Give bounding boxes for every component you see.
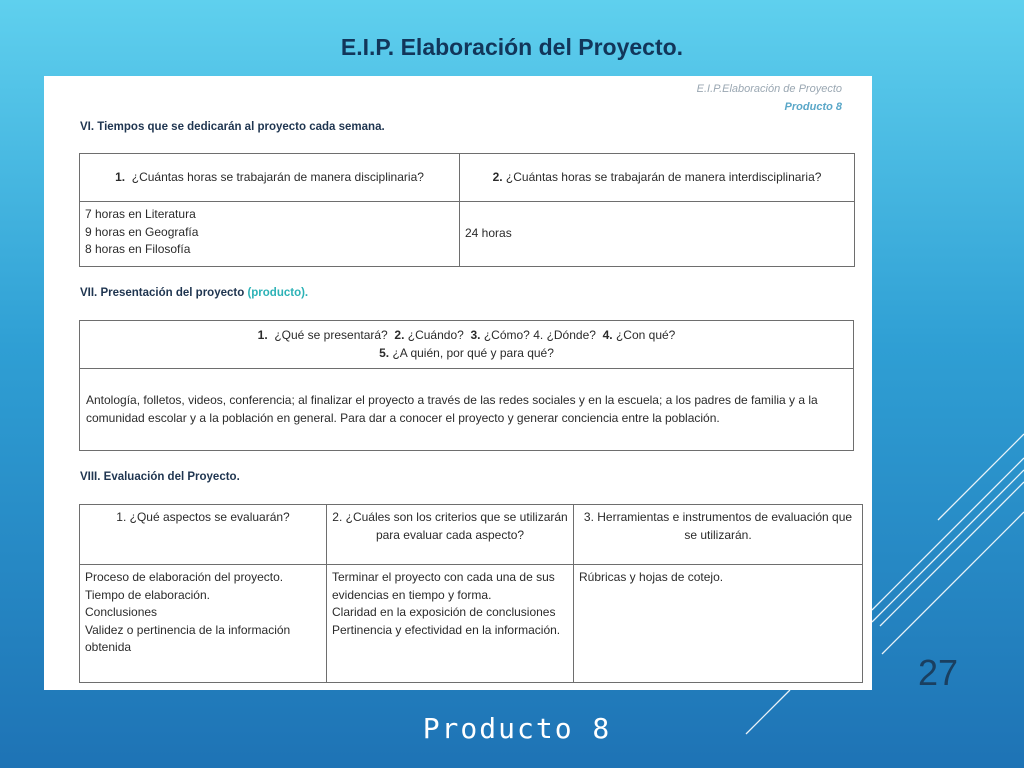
slide-title: E.I.P. Elaboración del Proyecto.: [340, 34, 684, 60]
section-6-table: [79, 153, 855, 267]
section-7-title: [80, 287, 308, 299]
question-number: 2.: [394, 328, 405, 342]
section-7-questions: [80, 321, 854, 369]
section-7-title-main: VII. Presentación del proyecto: [80, 287, 245, 299]
question-number: 2.: [492, 169, 503, 184]
question-text: ¿Qué se presentará?: [274, 328, 388, 342]
document-image: [44, 76, 872, 690]
footer-label: Producto 8: [422, 712, 612, 745]
section-8-header-2: 2. ¿Cuáles son los criterios que se utilizarán para evaluar cada aspecto?: [327, 505, 574, 565]
section-6-title: VI. Tiempos que se dedicarán al proyecto cada semana.: [80, 121, 385, 133]
question-text: ¿Cuándo?: [407, 328, 464, 342]
question-number: 4.: [533, 328, 544, 342]
section-6-answer-2: 24 horas: [460, 202, 855, 267]
question-number: 1.: [257, 328, 268, 342]
section-7-answer: Antología, folletos, videos, conferencia; al finalizar el proyecto a través de las redes sociales y en la escuela; a los padres de familia y a la comunidad escolar y a la población en general. Para dar a conocer el proyecto y generar conciencia entre la población.: [80, 369, 854, 451]
section-8-table: [79, 504, 863, 683]
document-header: [697, 80, 842, 116]
section-6-answer-1: 7 horas en Literatura 9 horas en Geografía 8 horas en Filosofía: [80, 202, 460, 267]
document-header-product: Producto 8: [784, 101, 842, 113]
section-6-question-2: [460, 154, 855, 202]
question-text: ¿Cómo?: [483, 328, 530, 342]
section-8-cell-3: Rúbricas y hojas de cotejo.: [574, 565, 863, 683]
question-text: ¿Dónde?: [546, 328, 596, 342]
section-8-header-1: 1. ¿Qué aspectos se evaluarán?: [80, 505, 327, 565]
document-header-title: E.I.P.Elaboración de Proyecto: [696, 83, 842, 95]
section-8-title: VIII. Evaluación del Proyecto.: [80, 471, 240, 483]
section-7-title-highlight: (producto).: [247, 287, 309, 299]
section-7-table: [79, 320, 854, 451]
question-text: ¿A quién, por qué y para qué?: [392, 345, 554, 360]
section-8-cell-2: Terminar el proyecto con cada una de sus evidencias en tiempo y forma. Claridad en la exposición de conclusiones Pertinencia y efectividad en la información.: [327, 565, 574, 683]
section-8-header-3: 3. Herramientas e instrumentos de evaluación que se utilizarán.: [574, 505, 863, 565]
question-text: ¿Cuántas horas se trabajarán de manera disciplinaria?: [131, 169, 424, 184]
question-number: 5.: [379, 345, 390, 360]
page-number: 27: [917, 652, 959, 693]
question-text: ¿Cuántas horas se trabajarán de manera interdisciplinaria?: [505, 169, 822, 184]
section-6-question-1: [80, 154, 460, 202]
question-number: 4.: [602, 328, 613, 342]
question-number: 3.: [470, 328, 481, 342]
question-text: ¿Con qué?: [615, 328, 676, 342]
question-number: 1.: [115, 169, 126, 184]
section-8-cell-1: Proceso de elaboración del proyecto. Tiempo de elaboración. Conclusiones Validez o pertinencia de la información obtenida: [80, 565, 327, 683]
